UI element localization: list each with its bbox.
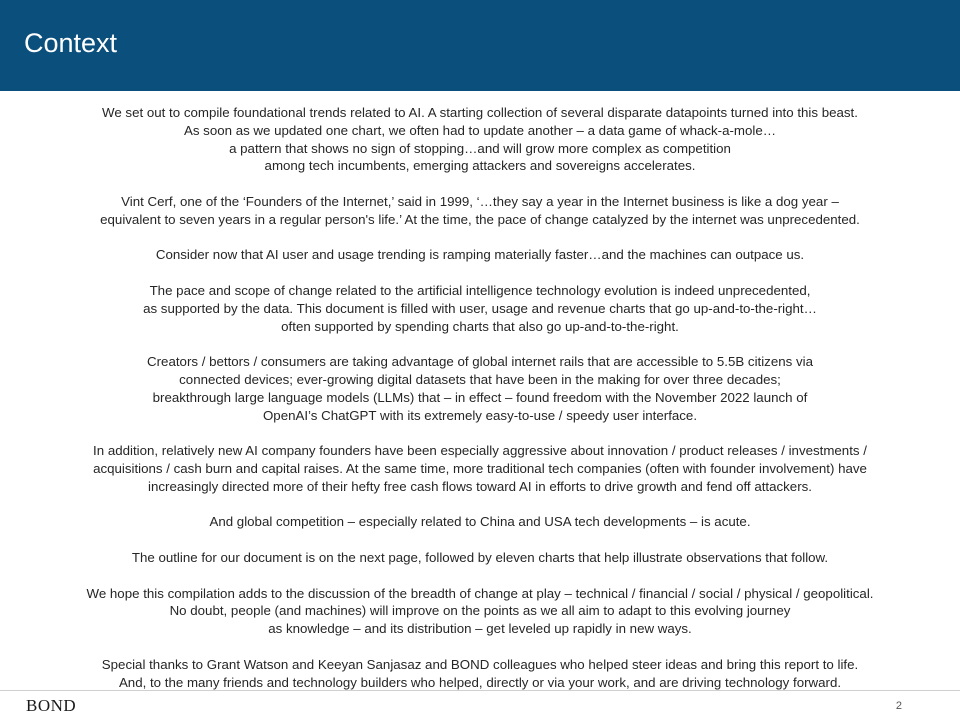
- paragraph: [20, 282, 940, 335]
- paragraph-line: And, to the many friends and technology builders who helped, directly or via your work, and are driving technology forward.: [118, 674, 842, 690]
- paragraph: [20, 549, 940, 567]
- header-bar: [0, 0, 960, 91]
- paragraph-line: As soon as we updated one chart, we often had to update another – a data game of whack-a-mole…: [183, 122, 777, 138]
- paragraph-line: In addition, relatively new AI company founders have been especially aggressive about innovation / product releases / investments /: [93, 443, 867, 459]
- paragraph-line: And global competition – especially related to China and USA tech developments – is acute.: [209, 514, 751, 530]
- paragraph-line: acquisitions / cash burn and capital raises. At the same time, more traditional tech companies (often with founder involvement) have: [93, 460, 867, 476]
- paragraph-line: The outline for our document is on the next page, followed by eleven charts that help illustrate observations that follow.: [131, 549, 829, 565]
- paragraph-line: Special thanks to Grant Watson and Keeyan Sanjasaz and BOND colleagues who helped steer ideas and bring this report to life.: [101, 656, 859, 672]
- paragraph-line: Consider now that AI user and usage trending is ramping materially faster…and the machines can outpace us.: [155, 247, 805, 263]
- bond-logo: BOND: [26, 696, 77, 715]
- paragraph-line: as knowledge – and its distribution – get leveled up rapidly in new ways.: [268, 621, 692, 637]
- paragraph: [20, 353, 940, 424]
- paragraph: [20, 193, 940, 229]
- paragraph-line: as supported by the data. This document is filled with user, usage and revenue charts that go up-and-to-the-right…: [143, 300, 817, 316]
- paragraph-line: increasingly directed more of their hefty free cash flows toward AI in efforts to drive growth and fend off attackers.: [148, 478, 812, 494]
- footer-divider: [0, 690, 960, 691]
- paragraph-line: The pace and scope of change related to the artificial intelligence technology evolution is indeed unprecedented,: [149, 282, 811, 298]
- page-number: 2: [895, 700, 902, 712]
- paragraph-line: OpenAI’s ChatGPT with its extremely easy-to-use / speedy user interface.: [262, 407, 698, 423]
- paragraph-line: among tech incumbents, emerging attackers and sovereigns accelerates.: [264, 158, 696, 174]
- paragraph-line: connected devices; ever-growing digital datasets that have been in the making for over three decades;: [179, 371, 781, 387]
- paragraph: [20, 246, 940, 264]
- body-text: [20, 104, 940, 709]
- paragraph-line: often supported by spending charts that also go up-and-to-the-right.: [281, 318, 679, 334]
- paragraph: [20, 104, 940, 175]
- paragraph: [20, 513, 940, 531]
- page-title: Context: [24, 28, 118, 58]
- paragraph-line: We set out to compile foundational trends related to AI. A starting collection of several disparate datapoints turned into this beast.: [102, 105, 858, 120]
- paragraph-line: Vint Cerf, one of the ‘Founders of the Internet,’ said in 1999, ‘…they say a year in the Internet business is like a dog year –: [121, 193, 839, 209]
- paragraph-line: No doubt, people (and machines) will improve on the points as we all aim to adapt to this evolving journey: [169, 603, 791, 619]
- paragraph: [20, 656, 940, 692]
- paragraph-line: Creators / bettors / consumers are taking advantage of global internet rails that are accessible to 5.5B citizens via: [147, 354, 813, 370]
- paragraph-line: a pattern that shows no sign of stopping…and will grow more complex as competition: [229, 140, 731, 156]
- paragraph-line: equivalent to seven years in a regular person's life.’ At the time, the pace of change catalyzed by the internet was unprecedented.: [100, 211, 860, 227]
- paragraph: [20, 585, 940, 638]
- paragraph: [20, 442, 940, 495]
- paragraph-line: We hope this compilation adds to the discussion of the breadth of change at play – technical / financial / social / physical / geopolitical.: [86, 585, 874, 601]
- paragraph-line: breakthrough large language models (LLMs) that – in effect – found freedom with the November 2022 launch of: [152, 389, 808, 405]
